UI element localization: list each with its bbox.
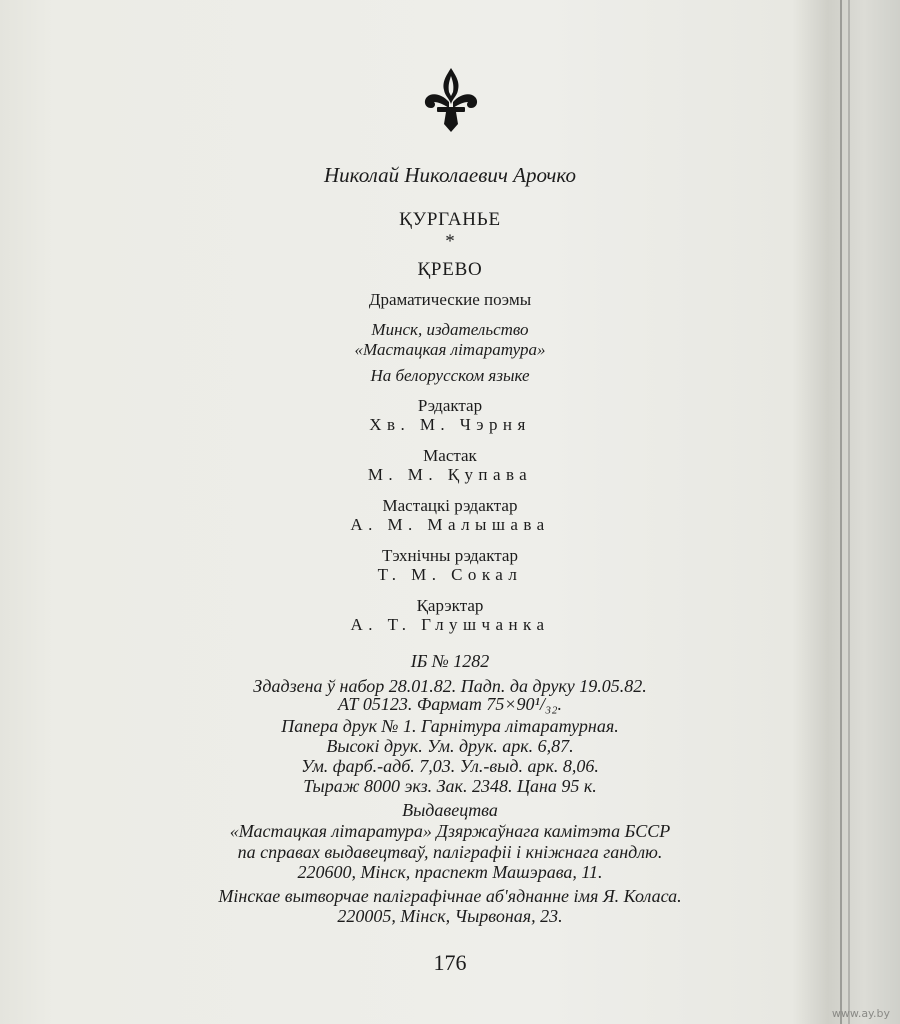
book-title-2: ҚРЕВО — [417, 259, 483, 280]
imprint-line: Здадзена ў набор 28.01.82. Падп. да друку 19.05.82. — [253, 676, 647, 696]
watermark: www.ay.by — [831, 1007, 890, 1020]
imprint-line: Выдавецтва — [402, 800, 498, 820]
imprint-line: «Мастацкая літаратура» Дзяржаўнага камітэта БССР — [229, 821, 671, 841]
ib-number: ІБ № 1282 — [410, 651, 490, 671]
imprint-line: АТ 05123. Фармат 75×90¹/₃₂. — [338, 694, 562, 714]
publisher-line: «Мастацкая літаратура» — [354, 340, 546, 359]
credit-name: А. Т. Глушчанка — [350, 615, 550, 634]
imprint-line: па справах выдавецтваў, паліграфіі і кніжнага гандлю. — [237, 842, 663, 862]
imprint-line: Тыраж 8000 экз. Зак. 2348. Цана 95 к. — [303, 776, 597, 796]
imprint-line: Высокі друк. Ум. друк. арк. 6,87. — [326, 736, 574, 756]
credit-name: А. М. Малышава — [350, 515, 550, 534]
author-name: Николай Николаевич Арочко — [324, 163, 576, 187]
imprint-line: Ум. фарб.-адб. 7,03. Ул.-выд. арк. 8,06. — [301, 756, 599, 776]
credit-role: Рэдактар — [417, 396, 483, 415]
credit-role: Мастак — [423, 446, 477, 465]
credit-role: Тэхнічны рэдактар — [382, 546, 518, 565]
credit-role: Мастацкі рэдактар — [382, 496, 518, 515]
imprint-line: 220005, Мінск, Чырвоная, 23. — [337, 906, 563, 926]
genre: Драматические поэмы — [368, 290, 532, 309]
title-separator: * — [445, 231, 455, 252]
book-title-1: ҚУРГАНЬЕ — [399, 209, 501, 230]
credit-name: Т. М. Сокал — [377, 565, 523, 584]
language-line: На белорусском языке — [370, 366, 530, 385]
credit-role: Қарэктар — [416, 596, 484, 615]
imprint-line: Мінскае вытворчае паліграфічнае аб'яднанне імя Я. Коласа. — [218, 886, 682, 906]
imprint-line: 220600, Мінск, праспект Машэрава, 11. — [297, 862, 603, 882]
credit-name: М. М. Қупава — [367, 465, 533, 484]
page-number: 176 — [433, 950, 467, 975]
publisher-line: Минск, издательство — [371, 320, 529, 339]
fleur-de-lis-icon — [422, 66, 480, 134]
credit-name: Хв. М. Чэрня — [369, 415, 531, 434]
imprint-line: Папера друк № 1. Гарнітура літаратурная. — [281, 716, 619, 736]
